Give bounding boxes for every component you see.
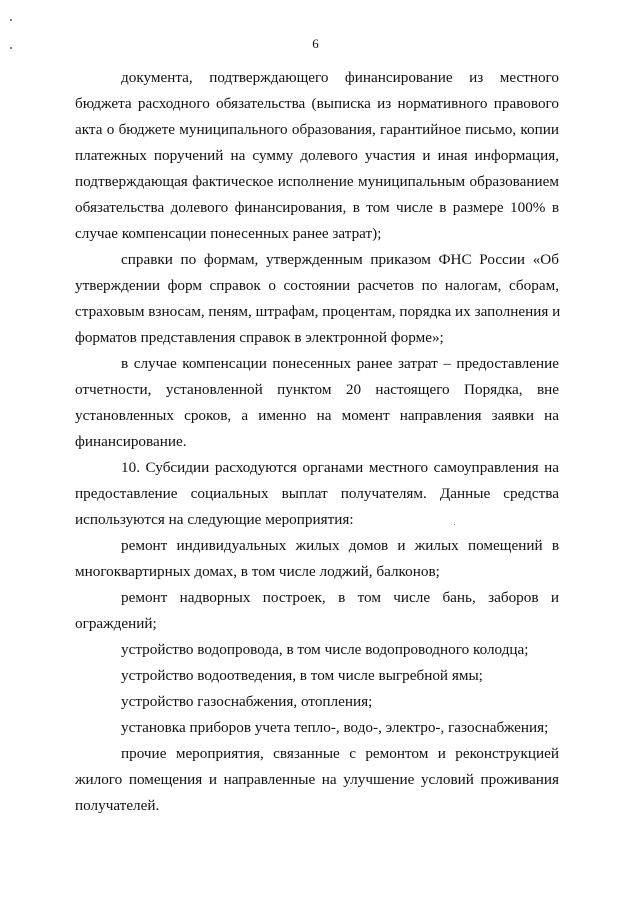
text-line: жилого помещения и направленные на улучшение условий проживания [75, 771, 559, 788]
scan-speck [454, 524, 455, 525]
text-line: установленных сроков, а именно на момент направления заявки на [75, 407, 559, 424]
text-line: предоставление социальных выплат получателям. Данные средства [75, 485, 559, 502]
text-line: страховым взносам, пеням, штрафам, процентам, порядка их заполнения и [75, 303, 561, 320]
text-line: ремонт индивидуальных жилых домов и жилых помещений в [121, 537, 559, 554]
text-line: бюджета расходного обязательства (выписка из нормативного правового [75, 95, 559, 112]
text-line: ограждений; [75, 615, 157, 632]
text-line: устройство водопровода, в том числе водопроводного колодца; [121, 641, 529, 658]
text-line: случае компенсации понесенных ранее затрат); [75, 225, 382, 242]
text-line: прочие мероприятия, связанные с ремонтом и реконструкцией [121, 745, 559, 762]
text-line: отчетности, установленной пунктом 20 настоящего Порядка, вне [75, 381, 559, 398]
text-line: устройство газоснабжения, отопления; [121, 693, 373, 710]
text-line: обязательства долевого финансирования, в том числе в размере 100% в [75, 199, 559, 216]
text-line: акта о бюджете муниципального образования, гарантийное письмо, копии [75, 121, 559, 138]
text-line: многоквартирных домах, в том числе лоджий, балконов; [75, 563, 440, 580]
text-line: установка приборов учета тепло-, водо-, электро-, газоснабжения; [121, 719, 549, 736]
text-line: финансирование. [75, 433, 187, 450]
text-line: получателей. [75, 797, 160, 814]
text-line: форматов представления справок в электронной форме»; [75, 329, 444, 346]
text-line: 10. Субсидии расходуются органами местного самоуправления на [121, 459, 559, 476]
text-line: ремонт надворных построек, в том числе бань, заборов и [121, 589, 559, 606]
text-line: подтверждающая фактическое исполнение муниципальным образованием [75, 173, 559, 190]
text-line: платежных поручений на сумму долевого участия и иная информация, [75, 147, 559, 164]
text-line: справки по формам, утвержденным приказом ФНС России «Об [121, 251, 559, 268]
page-number: 6 [312, 36, 319, 51]
scan-speck [10, 19, 12, 21]
text-line: в случае компенсации понесенных ранее затрат – предоставление [121, 355, 559, 372]
text-line: утверждении форм справок о состоянии расчетов по налогам, сборам, [75, 277, 559, 294]
text-line: используются на следующие мероприятия: [75, 511, 354, 528]
text-line: устройство водоотведения, в том числе выгребной ямы; [121, 667, 483, 684]
text-line: документа, подтверждающего финансирование из местного [121, 69, 559, 86]
